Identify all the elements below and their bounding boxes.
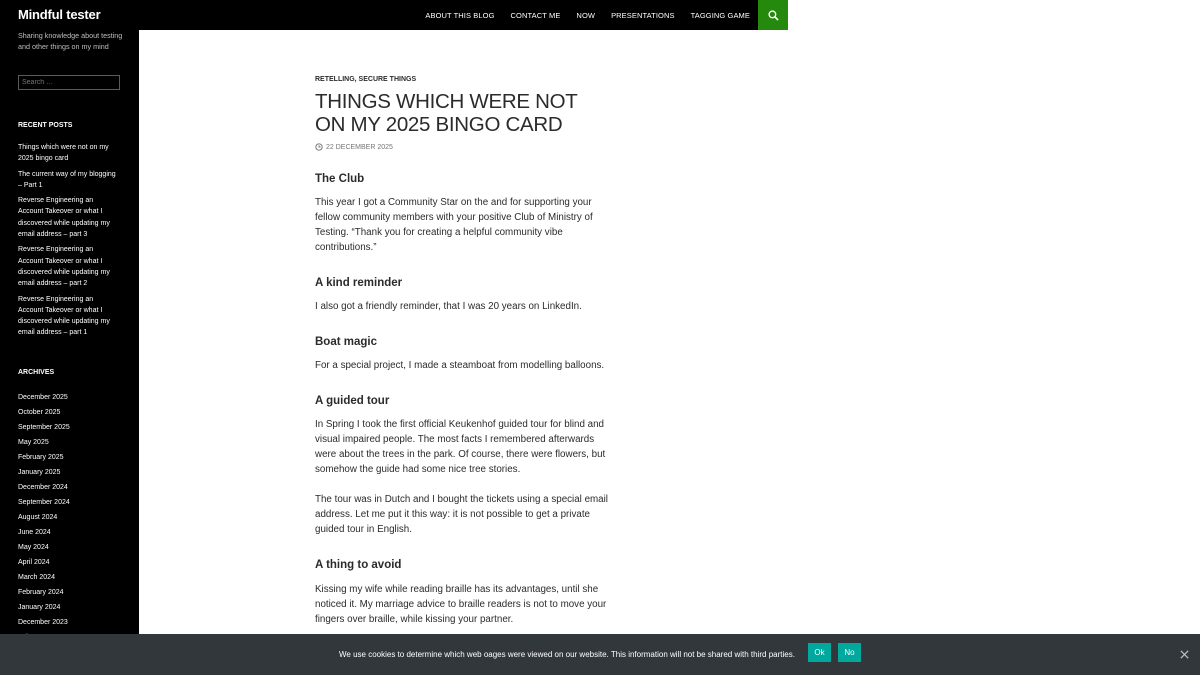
site-title[interactable]: Mindful tester [18,7,101,22]
section-heading: The Club [315,173,365,185]
nav-about[interactable]: ABOUT THIS BLOG [425,10,495,20]
archive-link[interactable]: January 2025 [18,469,61,476]
post-date[interactable] [315,143,393,151]
recent-post-link[interactable]: Reverse Engineering an Account Takeover or what I discovered while updating my email address – part 2 [18,246,110,288]
recent-post-link[interactable]: Things which were not on my 2025 bingo card [18,144,109,163]
recent-posts-list [18,142,118,343]
search-icon [768,10,779,21]
archive-link[interactable]: September 2025 [18,424,70,431]
archive-link[interactable]: December 2025 [18,394,68,401]
cookie-notice-text: We use cookies to determine which web oages were viewed on our website. This information will not be shared with third parties. [339,650,795,659]
header-search-button[interactable] [758,0,788,30]
archive-link[interactable]: January 2024 [18,604,61,611]
archives-title: ARCHIVES [18,369,55,376]
archive-link[interactable]: May 2025 [18,439,49,446]
archive-link[interactable]: February 2024 [18,589,64,596]
post-categories[interactable]: RETELLING, SECURE THINGS [315,76,417,83]
main-content [139,30,788,634]
sidebar [0,30,139,634]
archive-link[interactable]: June 2024 [18,529,51,536]
archive-link[interactable]: December 2024 [18,484,68,491]
site-tagline: Sharing knowledge about testing and other things on my mind [18,31,123,51]
archive-link[interactable]: December 2023 [18,619,68,626]
nav-contact[interactable]: CONTACT ME [510,10,561,20]
section-paragraph: The tour was in Dutch and I bought the tickets using a special email address. Let me put it this way: it is not possible to get a private guided tour in English. [315,494,608,535]
section-heading: A kind reminder [315,277,403,289]
section-heading: Boat magic [315,336,377,348]
recent-post-link[interactable]: Reverse Engineering an Account Takeover or what I discovered while updating my email address – part 3 [18,197,110,239]
clock-icon [315,143,323,151]
archive-link[interactable]: April 2024 [18,559,50,566]
cookie-decline-button[interactable]: No [838,643,861,662]
archive-link[interactable]: September 2024 [18,499,70,506]
section-paragraph: For a special project, I made a steamboat from modelling balloons. [315,360,605,371]
nav-tagging-game[interactable]: TAGGING GAME [690,10,750,20]
archive-link[interactable]: May 2024 [18,544,49,551]
archive-link[interactable]: March 2024 [18,574,55,581]
section-paragraph: Kissing my wife while reading braille has its advantages, until she noticed it. My marriage advice to braille readers is not to move your fingers over braille, while kissing your partner. [315,584,607,625]
primary-nav [409,0,750,30]
right-background [788,0,1200,634]
section-heading: A thing to avoid [315,559,402,571]
section-heading: A guided tour [315,395,390,407]
sidebar-search-input[interactable] [18,75,120,90]
nav-now[interactable]: NOW [576,10,596,20]
section-paragraph: This year I got a Community Star on the and for supporting your fellow community members with your positive Club of Ministry of Testing. “Thank you for creating a helpful community vibe contributions.” [315,197,593,253]
archive-link[interactable]: October 2025 [18,409,61,416]
recent-posts-title: RECENT POSTS [18,122,73,129]
cookie-banner [0,634,1200,675]
post-title: THINGS WHICH WERE NOT ON MY 2025 BINGO CARD [315,90,578,136]
close-icon[interactable] [1179,649,1190,660]
site-header [0,0,788,30]
section-paragraph: In Spring I took the first official Keukenhof guided tour for blind and visual impaired people. The most facts I remembered afterwards were about the trees in the park. Of course, there were flowers, but somehow the guide had some nice tree stories. [315,419,606,475]
nav-presentations[interactable]: PRESENTATIONS [611,10,675,20]
archive-link[interactable]: February 2025 [18,454,64,461]
recent-post-link[interactable]: Reverse Engineering an Account Takeover or what I discovered while updating my email address – part 1 [18,295,110,337]
archive-link[interactable]: August 2024 [18,514,58,521]
section-paragraph: I also got a friendly reminder, that I was 20 years on LinkedIn. [315,301,582,312]
recent-post-link[interactable]: The current way of my blogging – Part 1 [18,170,116,189]
archives-list [18,390,70,645]
cookie-accept-button[interactable]: Ok [808,643,831,662]
post-date-text: 22 DECEMBER 2025 [326,143,393,151]
